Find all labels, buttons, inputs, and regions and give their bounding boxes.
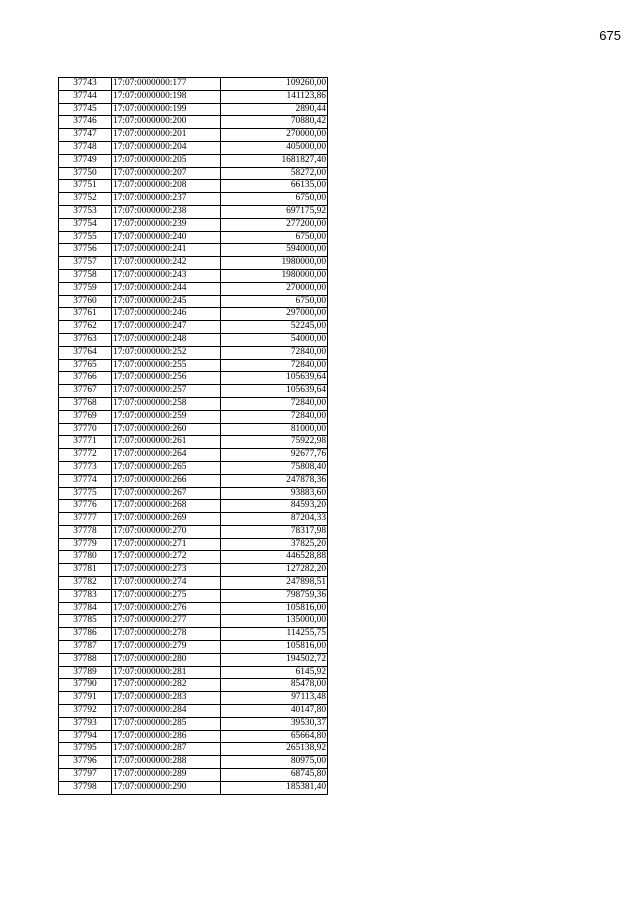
cadastral-number-cell: 17:07:0000000:266: [112, 474, 221, 487]
cadastral-number-cell: 17:07:0000000:286: [112, 730, 221, 743]
value-cell: 72840,00: [221, 359, 328, 372]
row-number-cell: 37774: [59, 474, 112, 487]
value-cell: 109260,00: [221, 78, 328, 91]
cadastral-number-cell: 17:07:0000000:258: [112, 397, 221, 410]
row-number-cell: 37783: [59, 589, 112, 602]
cadastral-number-cell: 17:07:0000000:261: [112, 436, 221, 449]
cadastral-number-cell: 17:07:0000000:247: [112, 321, 221, 334]
row-number-cell: 37792: [59, 705, 112, 718]
table-row: [59, 385, 328, 398]
value-cell: 97113,48: [221, 692, 328, 705]
value-cell: 270000,00: [221, 129, 328, 142]
row-number-cell: 37778: [59, 525, 112, 538]
value-cell: 141123,86: [221, 90, 328, 103]
row-number-cell: 37746: [59, 116, 112, 129]
table-row: [59, 116, 328, 129]
value-cell: 78317,98: [221, 525, 328, 538]
row-number-cell: 37796: [59, 756, 112, 769]
row-number-cell: 37749: [59, 154, 112, 167]
row-number-cell: 37777: [59, 513, 112, 526]
row-number-cell: 37745: [59, 103, 112, 116]
row-number-cell: 37789: [59, 666, 112, 679]
table-row: [59, 346, 328, 359]
cadastral-number-cell: 17:07:0000000:271: [112, 538, 221, 551]
table-row: [59, 474, 328, 487]
table-row: [59, 103, 328, 116]
value-cell: 39530,37: [221, 717, 328, 730]
value-cell: 66135,00: [221, 180, 328, 193]
row-number-cell: 37770: [59, 423, 112, 436]
cadastral-number-cell: 17:07:0000000:245: [112, 295, 221, 308]
cadastral-number-cell: 17:07:0000000:241: [112, 244, 221, 257]
row-number-cell: 37757: [59, 257, 112, 270]
table-row: [59, 653, 328, 666]
row-number-cell: 37782: [59, 577, 112, 590]
row-number-cell: 37795: [59, 743, 112, 756]
cadastral-number-cell: 17:07:0000000:277: [112, 615, 221, 628]
value-cell: 72840,00: [221, 410, 328, 423]
cadastral-number-cell: 17:07:0000000:283: [112, 692, 221, 705]
page-number: 675: [599, 28, 621, 43]
cadastral-number-cell: 17:07:0000000:242: [112, 257, 221, 270]
row-number-cell: 37793: [59, 717, 112, 730]
cadastral-number-cell: 17:07:0000000:279: [112, 641, 221, 654]
row-number-cell: 37747: [59, 129, 112, 142]
row-number-cell: 37759: [59, 282, 112, 295]
value-cell: 40147,80: [221, 705, 328, 718]
table-row: [59, 244, 328, 257]
value-cell: 75808,40: [221, 461, 328, 474]
row-number-cell: 37744: [59, 90, 112, 103]
value-cell: 37825,20: [221, 538, 328, 551]
table-row: [59, 692, 328, 705]
table-row: [59, 180, 328, 193]
table-row: [59, 615, 328, 628]
cadastral-number-cell: 17:07:0000000:255: [112, 359, 221, 372]
table-row: [59, 500, 328, 513]
cadastral-number-cell: 17:07:0000000:273: [112, 564, 221, 577]
value-cell: 105639,64: [221, 385, 328, 398]
value-cell: 54000,00: [221, 333, 328, 346]
row-number-cell: 37780: [59, 551, 112, 564]
cadastral-value-table: [58, 77, 328, 795]
cadastral-number-cell: 17:07:0000000:268: [112, 500, 221, 513]
row-number-cell: 37781: [59, 564, 112, 577]
cadastral-number-cell: 17:07:0000000:269: [112, 513, 221, 526]
row-number-cell: 37753: [59, 205, 112, 218]
row-number-cell: 37762: [59, 321, 112, 334]
value-cell: 114255,75: [221, 628, 328, 641]
value-cell: 105816,00: [221, 602, 328, 615]
table-row: [59, 78, 328, 91]
table-row: [59, 295, 328, 308]
table-row: [59, 602, 328, 615]
row-number-cell: 37791: [59, 692, 112, 705]
table-row: [59, 423, 328, 436]
row-number-cell: 37764: [59, 346, 112, 359]
row-number-cell: 37798: [59, 781, 112, 794]
table-row: [59, 487, 328, 500]
row-number-cell: 37763: [59, 333, 112, 346]
row-number-cell: 37775: [59, 487, 112, 500]
value-cell: 84593,20: [221, 500, 328, 513]
row-number-cell: 37751: [59, 180, 112, 193]
row-number-cell: 37760: [59, 295, 112, 308]
cadastral-number-cell: 17:07:0000000:252: [112, 346, 221, 359]
value-cell: 446528,88: [221, 551, 328, 564]
cadastral-number-cell: 17:07:0000000:265: [112, 461, 221, 474]
table-row: [59, 141, 328, 154]
row-number-cell: 37779: [59, 538, 112, 551]
table-row: [59, 705, 328, 718]
value-cell: 6750,00: [221, 295, 328, 308]
cadastral-number-cell: 17:07:0000000:208: [112, 180, 221, 193]
cadastral-number-cell: 17:07:0000000:287: [112, 743, 221, 756]
value-cell: 1980000,00: [221, 269, 328, 282]
value-cell: 2890,44: [221, 103, 328, 116]
cadastral-number-cell: 17:07:0000000:243: [112, 269, 221, 282]
table-body: [59, 78, 328, 795]
table-row: [59, 564, 328, 577]
row-number-cell: 37772: [59, 449, 112, 462]
value-cell: 75922,98: [221, 436, 328, 449]
row-number-cell: 37784: [59, 602, 112, 615]
cadastral-number-cell: 17:07:0000000:290: [112, 781, 221, 794]
value-cell: 6145,92: [221, 666, 328, 679]
row-number-cell: 37752: [59, 193, 112, 206]
row-number-cell: 37794: [59, 730, 112, 743]
cadastral-number-cell: 17:07:0000000:177: [112, 78, 221, 91]
row-number-cell: 37773: [59, 461, 112, 474]
cadastral-number-cell: 17:07:0000000:278: [112, 628, 221, 641]
table-row: [59, 628, 328, 641]
row-number-cell: 37743: [59, 78, 112, 91]
value-cell: 80975,00: [221, 756, 328, 769]
cadastral-number-cell: 17:07:0000000:239: [112, 218, 221, 231]
table-row: [59, 308, 328, 321]
value-cell: 297000,00: [221, 308, 328, 321]
cadastral-number-cell: 17:07:0000000:275: [112, 589, 221, 602]
value-cell: 265138,92: [221, 743, 328, 756]
row-number-cell: 37767: [59, 385, 112, 398]
table-row: [59, 551, 328, 564]
value-cell: 405000,00: [221, 141, 328, 154]
value-cell: 277200,00: [221, 218, 328, 231]
cadastral-number-cell: 17:07:0000000:284: [112, 705, 221, 718]
table-row: [59, 436, 328, 449]
cadastral-number-cell: 17:07:0000000:238: [112, 205, 221, 218]
table-row: [59, 756, 328, 769]
row-number-cell: 37754: [59, 218, 112, 231]
table-row: [59, 282, 328, 295]
table-row: [59, 410, 328, 423]
cadastral-number-cell: 17:07:0000000:198: [112, 90, 221, 103]
row-number-cell: 37786: [59, 628, 112, 641]
table-row: [59, 129, 328, 142]
table-row: [59, 269, 328, 282]
cadastral-number-cell: 17:07:0000000:270: [112, 525, 221, 538]
value-cell: 697175,92: [221, 205, 328, 218]
table-row: [59, 449, 328, 462]
row-number-cell: 37787: [59, 641, 112, 654]
row-number-cell: 37758: [59, 269, 112, 282]
row-number-cell: 37769: [59, 410, 112, 423]
value-cell: 127282,20: [221, 564, 328, 577]
value-cell: 798759,36: [221, 589, 328, 602]
value-cell: 105816,00: [221, 641, 328, 654]
value-cell: 72840,00: [221, 346, 328, 359]
table-row: [59, 321, 328, 334]
value-cell: 92677,76: [221, 449, 328, 462]
value-cell: 6750,00: [221, 193, 328, 206]
table-row: [59, 589, 328, 602]
value-cell: 194502,72: [221, 653, 328, 666]
cadastral-number-cell: 17:07:0000000:264: [112, 449, 221, 462]
value-cell: 87204,33: [221, 513, 328, 526]
cadastral-number-cell: 17:07:0000000:289: [112, 769, 221, 782]
cadastral-number-cell: 17:07:0000000:244: [112, 282, 221, 295]
cadastral-number-cell: 17:07:0000000:246: [112, 308, 221, 321]
cadastral-number-cell: 17:07:0000000:276: [112, 602, 221, 615]
cadastral-number-cell: 17:07:0000000:281: [112, 666, 221, 679]
row-number-cell: 37768: [59, 397, 112, 410]
table-row: [59, 641, 328, 654]
table-row: [59, 154, 328, 167]
table-row: [59, 781, 328, 794]
row-number-cell: 37755: [59, 231, 112, 244]
table-row: [59, 679, 328, 692]
table-row: [59, 513, 328, 526]
cadastral-number-cell: 17:07:0000000:204: [112, 141, 221, 154]
row-number-cell: 37788: [59, 653, 112, 666]
table-row: [59, 372, 328, 385]
cadastral-number-cell: 17:07:0000000:199: [112, 103, 221, 116]
row-number-cell: 37750: [59, 167, 112, 180]
value-cell: 1681827,40: [221, 154, 328, 167]
table-row: [59, 461, 328, 474]
table-row: [59, 90, 328, 103]
cadastral-number-cell: 17:07:0000000:288: [112, 756, 221, 769]
cadastral-number-cell: 17:07:0000000:256: [112, 372, 221, 385]
row-number-cell: 37771: [59, 436, 112, 449]
cadastral-number-cell: 17:07:0000000:205: [112, 154, 221, 167]
cadastral-number-cell: 17:07:0000000:201: [112, 129, 221, 142]
table-row: [59, 333, 328, 346]
row-number-cell: 37756: [59, 244, 112, 257]
value-cell: 81000,00: [221, 423, 328, 436]
value-cell: 594000,00: [221, 244, 328, 257]
table-row: [59, 205, 328, 218]
value-cell: 6750,00: [221, 231, 328, 244]
table-row: [59, 257, 328, 270]
value-cell: 1980000,00: [221, 257, 328, 270]
cadastral-number-cell: 17:07:0000000:207: [112, 167, 221, 180]
table-row: [59, 218, 328, 231]
cadastral-number-cell: 17:07:0000000:280: [112, 653, 221, 666]
table-row: [59, 666, 328, 679]
value-cell: 70880,42: [221, 116, 328, 129]
table-row: [59, 359, 328, 372]
value-cell: 93883,60: [221, 487, 328, 500]
cadastral-number-cell: 17:07:0000000:272: [112, 551, 221, 564]
row-number-cell: 37790: [59, 679, 112, 692]
cadastral-number-cell: 17:07:0000000:282: [112, 679, 221, 692]
table-row: [59, 743, 328, 756]
value-cell: 270000,00: [221, 282, 328, 295]
value-cell: 65664,80: [221, 730, 328, 743]
row-number-cell: 37766: [59, 372, 112, 385]
cadastral-number-cell: 17:07:0000000:260: [112, 423, 221, 436]
row-number-cell: 37776: [59, 500, 112, 513]
value-cell: 85478,00: [221, 679, 328, 692]
row-number-cell: 37765: [59, 359, 112, 372]
cadastral-number-cell: 17:07:0000000:240: [112, 231, 221, 244]
table-row: [59, 717, 328, 730]
cadastral-number-cell: 17:07:0000000:257: [112, 385, 221, 398]
table-row: [59, 538, 328, 551]
table-row: [59, 167, 328, 180]
row-number-cell: 37748: [59, 141, 112, 154]
cadastral-number-cell: 17:07:0000000:267: [112, 487, 221, 500]
cadastral-number-cell: 17:07:0000000:259: [112, 410, 221, 423]
value-cell: 247898,51: [221, 577, 328, 590]
value-cell: 105639,64: [221, 372, 328, 385]
cadastral-number-cell: 17:07:0000000:274: [112, 577, 221, 590]
value-cell: 247878,36: [221, 474, 328, 487]
value-cell: 72840,00: [221, 397, 328, 410]
value-cell: 68745,80: [221, 769, 328, 782]
row-number-cell: 37797: [59, 769, 112, 782]
value-cell: 52245,00: [221, 321, 328, 334]
cadastral-number-cell: 17:07:0000000:237: [112, 193, 221, 206]
row-number-cell: 37785: [59, 615, 112, 628]
table-row: [59, 397, 328, 410]
table-row: [59, 525, 328, 538]
cadastral-number-cell: 17:07:0000000:285: [112, 717, 221, 730]
cadastral-number-cell: 17:07:0000000:248: [112, 333, 221, 346]
table-row: [59, 193, 328, 206]
table-row: [59, 231, 328, 244]
row-number-cell: 37761: [59, 308, 112, 321]
table-row: [59, 769, 328, 782]
table-row: [59, 577, 328, 590]
value-cell: 135000,00: [221, 615, 328, 628]
value-cell: 58272,00: [221, 167, 328, 180]
value-cell: 185381,40: [221, 781, 328, 794]
cadastral-number-cell: 17:07:0000000:200: [112, 116, 221, 129]
table-row: [59, 730, 328, 743]
